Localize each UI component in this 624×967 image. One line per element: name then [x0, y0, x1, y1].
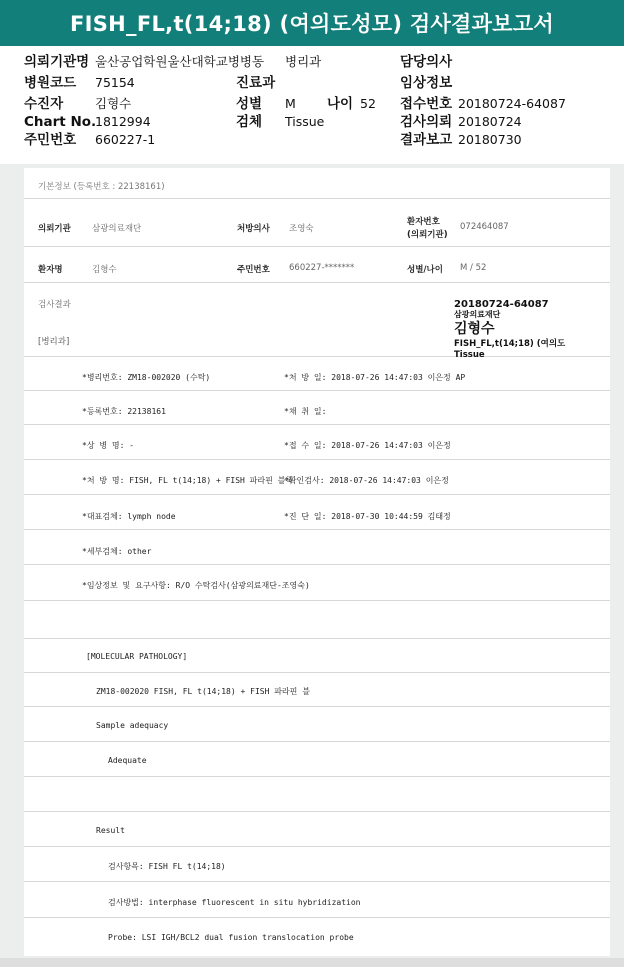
report-title: FISH_FL,t(14;18) (여의도성모) 검사결과보고서: [0, 0, 624, 46]
patient-no-value: 072464087: [460, 222, 509, 232]
patient-no-sublabel: (의뢰기관): [407, 230, 448, 240]
sample-adequacy-label: Sample adequacy: [96, 721, 169, 730]
collection-date: *채 취 일:: [284, 407, 327, 416]
sex-label: 성별: [236, 96, 263, 112]
request-date-label: 검사의뢰: [400, 114, 453, 130]
stamp-test: FISH_FL,t(14;18) (여의도: [454, 339, 566, 349]
divider: [24, 198, 610, 199]
divider: [24, 811, 610, 812]
sub-specimen: *세부검체: other: [82, 547, 152, 556]
divider: [24, 638, 610, 639]
divider: [24, 917, 610, 918]
pathology-no: *병리번호: ZM18-002020 (수탁): [82, 373, 211, 382]
header-row: [0, 52, 624, 72]
divider: [24, 282, 610, 283]
chart-no-value: 1812994: [95, 114, 151, 129]
attending-physician-label: 담당의사: [400, 54, 453, 70]
stamp-specimen: Tissue: [454, 350, 485, 360]
scanned-report: [24, 168, 610, 956]
registration-no: *등록번호: 22138161: [82, 407, 166, 416]
stamp-lab: 삼광의료재단: [454, 310, 501, 319]
patient-name-value: 김형수: [92, 265, 117, 275]
institution-label: 의뢰기관: [38, 224, 71, 234]
age-label: 나이: [327, 96, 354, 112]
patient-name-label: 환자명: [38, 265, 63, 275]
specimen-label: 검체: [236, 114, 263, 130]
divider: [24, 459, 610, 460]
divider: [24, 246, 610, 247]
institution-value: 삼광의료재단: [92, 224, 142, 234]
age-value: 52: [360, 96, 376, 111]
specimen-stamp: [454, 299, 614, 360]
patient-no-label: 환자번호: [407, 217, 440, 227]
resident-no-value: 660227-1: [95, 132, 156, 147]
test-item: 검사항목: FISH FL t(14;18): [108, 862, 226, 871]
basic-info: 기본정보 (등록번호 : 22138161): [38, 182, 165, 192]
divider: [24, 741, 610, 742]
divider: [24, 390, 610, 391]
report-date-label: 결과보고: [400, 132, 453, 148]
resident-no-value: 660227-*******: [289, 263, 355, 273]
request-date-value: 20180724: [458, 114, 522, 129]
divider: [24, 564, 610, 565]
header-row: [0, 112, 624, 132]
case-line: ZM18-002020 FISH, FL t(14;18) + FISH 파라핀 블: [96, 687, 310, 696]
confirm-test: *확인검사: 2018-07-26 14:47:03 이은정: [284, 476, 449, 485]
hospital-code-label: 병원코드: [24, 75, 77, 91]
clinical-info-label: 임상정보: [400, 75, 453, 91]
probe-info: Probe: LSI IGH/BCL2 dual fusion translocation probe: [108, 933, 354, 942]
test-method: 검사방법: interphase fluorescent in situ hybridization: [108, 898, 361, 907]
patient-value: 김형수: [95, 96, 132, 111]
order-name: *처 방 명: FISH, FL t(14;18) + FISH 파라핀 블록: [82, 476, 294, 485]
resident-no-label: 주민번호: [237, 265, 270, 275]
header-row: [0, 130, 624, 150]
divider: [24, 706, 610, 707]
result-label: Result: [96, 826, 125, 835]
divider: [24, 672, 610, 673]
accession-label: 접수번호: [400, 96, 453, 112]
divider: [24, 776, 610, 777]
chart-no-label: Chart No.: [24, 114, 97, 130]
department-tag: [병리과]: [38, 337, 70, 347]
stamp-accession: 20180724-64087: [454, 299, 549, 310]
order-date: *처 방 일: 2018-07-26 14:47:03 이은정 AP: [284, 373, 466, 382]
sex-value: M: [285, 96, 296, 111]
sample-adequacy-value: Adequate: [108, 756, 147, 765]
sex-age-label: 성별/나이: [407, 265, 443, 275]
specimen-value: Tissue: [285, 114, 325, 129]
representative-specimen: *대표검체: lymph node: [82, 512, 176, 521]
bottom-gap: [0, 958, 624, 967]
sex-age-value: M / 52: [460, 263, 487, 273]
divider: [24, 600, 610, 601]
patient-label: 수진자: [24, 96, 64, 112]
divider: [24, 846, 610, 847]
hospital-code-value: 75154: [95, 75, 135, 90]
diagnosis-date: *진 단 일: 2018-07-30 10:44:59 김태정: [284, 512, 451, 521]
physician-label: 처방의사: [237, 224, 270, 234]
divider: [24, 424, 610, 425]
report-header: [0, 46, 624, 164]
clinic-dept-label: 진료과: [236, 75, 276, 91]
divider: [24, 529, 610, 530]
header-row: [0, 73, 624, 93]
referring-institution-label: 의뢰기관명: [24, 54, 90, 70]
stamp-name: 김형수: [454, 321, 495, 337]
referring-institution-value: 울산공업학원울산대학교병병동: [95, 54, 265, 69]
accession-value: 20180724-64087: [458, 96, 566, 111]
diagnosis: *상 병 명: -: [82, 441, 135, 450]
clinical-request: *임상정보 및 요구사항: R/O 수탁검사(삼광의료재단-조영숙): [82, 581, 310, 590]
header-row: [0, 94, 624, 114]
resident-no-label: 주민번호: [24, 132, 77, 148]
department-value: 병리과: [285, 54, 322, 69]
divider: [24, 881, 610, 882]
physician-value: 조영숙: [289, 224, 314, 234]
molecular-pathology-header: [MOLECULAR PATHOLOGY]: [86, 652, 188, 661]
report-date-value: 20180730: [458, 132, 522, 147]
divider: [24, 494, 610, 495]
receipt-date: *접 수 일: 2018-07-26 14:47:03 이은정: [284, 441, 451, 450]
result-header: 검사결과: [38, 300, 71, 310]
